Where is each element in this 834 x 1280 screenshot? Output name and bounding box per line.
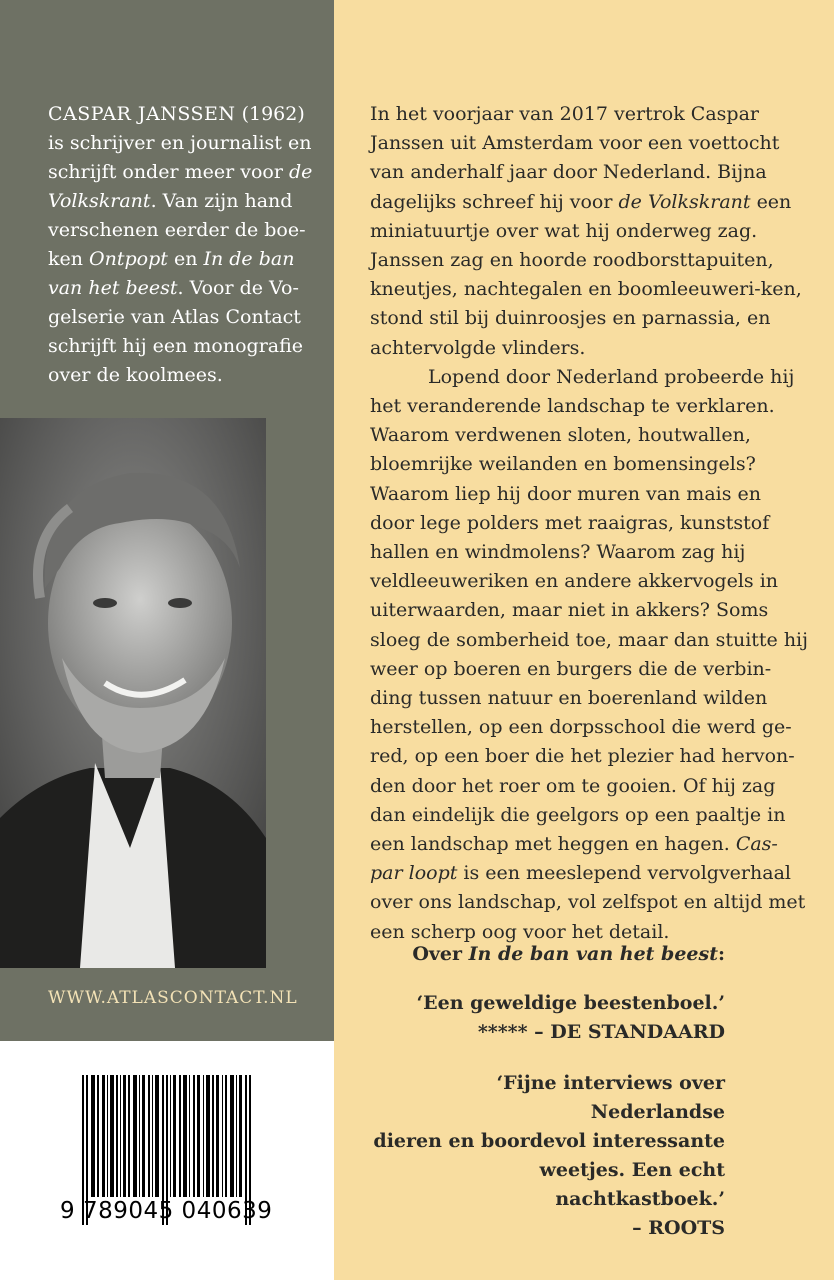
review-2-source: – ROOTS (632, 1217, 725, 1239)
author-years: (1962) (241, 103, 305, 125)
author-photo (0, 418, 266, 968)
review-1-source: – DE STANDAARD (534, 1021, 725, 1043)
reviews-over-suffix: : (717, 943, 725, 965)
blurb-p2-title: Cas-par loopt (370, 833, 778, 885)
blurb-p1-part-a: In het voorjaar van 2017 vertrok Caspar Janssen uit Amsterdam voor een voettocht van anderhalf jaar door Nederland. Bijna dagelijks schreef hij voor (370, 103, 780, 213)
reviews-heading (370, 940, 725, 969)
blurb-text (370, 100, 810, 947)
blurb-p1-paper: de Volkskrant (618, 190, 751, 213)
review-quote-1 (370, 989, 725, 1047)
author-name: CASPAR JANSSEN (48, 103, 236, 125)
bio-paper-name: de Volkskrant (48, 161, 313, 212)
blurb-p1-part-b: een miniatuurtje over wat hij onderweg zag. Janssen zag en hoorde roodborsttapuiten, kneutjes, nachtegalen en boomleeuweri-ken, stond stil bij duinroosjes en parnassia, en achtervolgde vlinders. (370, 190, 802, 359)
review-1-stars: ***** (477, 1021, 528, 1043)
bio-text-1: is schrijver en journalist en schrijft onder meer voor (48, 132, 312, 183)
review-2-line-1: ‘Fijne interviews over Nederlandse (496, 1072, 725, 1123)
website-url: WWW.ATLASCONTACT.NL (48, 988, 298, 1008)
reviews (370, 940, 725, 1265)
bio-book-1: Ontpopt (89, 248, 168, 270)
blurb-paragraph-1 (370, 100, 810, 363)
review-2-line-3: weetjes. Een echt nachtkastboek.’ (539, 1159, 725, 1210)
author-bio (48, 100, 318, 390)
blurb-paragraph-2 (370, 363, 810, 947)
reviews-over-prefix: Over (412, 943, 463, 965)
review-1-text: ‘Een geweldige beestenboel.’ (416, 992, 725, 1014)
bio-text-3: en (173, 248, 198, 270)
review-1-source-line (370, 1018, 725, 1047)
bio-text-2: . Van zijn hand verschenen eerder de boe-ken (48, 190, 306, 270)
review-2-line-2: dieren en boordevol interessante (373, 1130, 725, 1152)
reviews-book-title: In de ban van het beest (468, 943, 718, 965)
isbn-number: 9 789045 040639 (60, 1198, 273, 1224)
review-quote-2 (370, 1069, 725, 1243)
blurb-p2-part-b: is een meeslepend vervolgverhaal over ons landschap, vol zelfspot en altijd met een scherp oog voor het detail. (370, 862, 806, 943)
bio-book-2: In de ban van het beest (48, 248, 295, 299)
bio-text-4: . Voor de Vo-gelserie van Atlas Contact schrijft hij een monografie over de koolmees. (48, 277, 304, 386)
blurb-p2-part-a: Lopend door Nederland probeerde hij het veranderende landschap te verklaren. Waarom verdwenen sloten, houtwallen, bloemrijke weilanden en bomensingels? Waarom liep hij door muren van mais en door lege polders met raaigras, kunststof hallen en windmolens? Waarom zag hij veldleeuweriken en andere akkervogels in uiterwaarden, maar niet in akkers? Soms sloeg de somberheid toe, maar dan stuitte hij weer op boeren en burgers die de verbin-ding tussen natuur en boerenland wilden herstellen, op een dorpsschool die werd ge-red, op een boer die het plezier had hervon-den door het roer om te gooien. Of hij zag dan eindelijk die geelgors op een paaltje in een landschap met heggen en hagen. (370, 365, 809, 856)
author-portrait-illustration (0, 418, 266, 968)
